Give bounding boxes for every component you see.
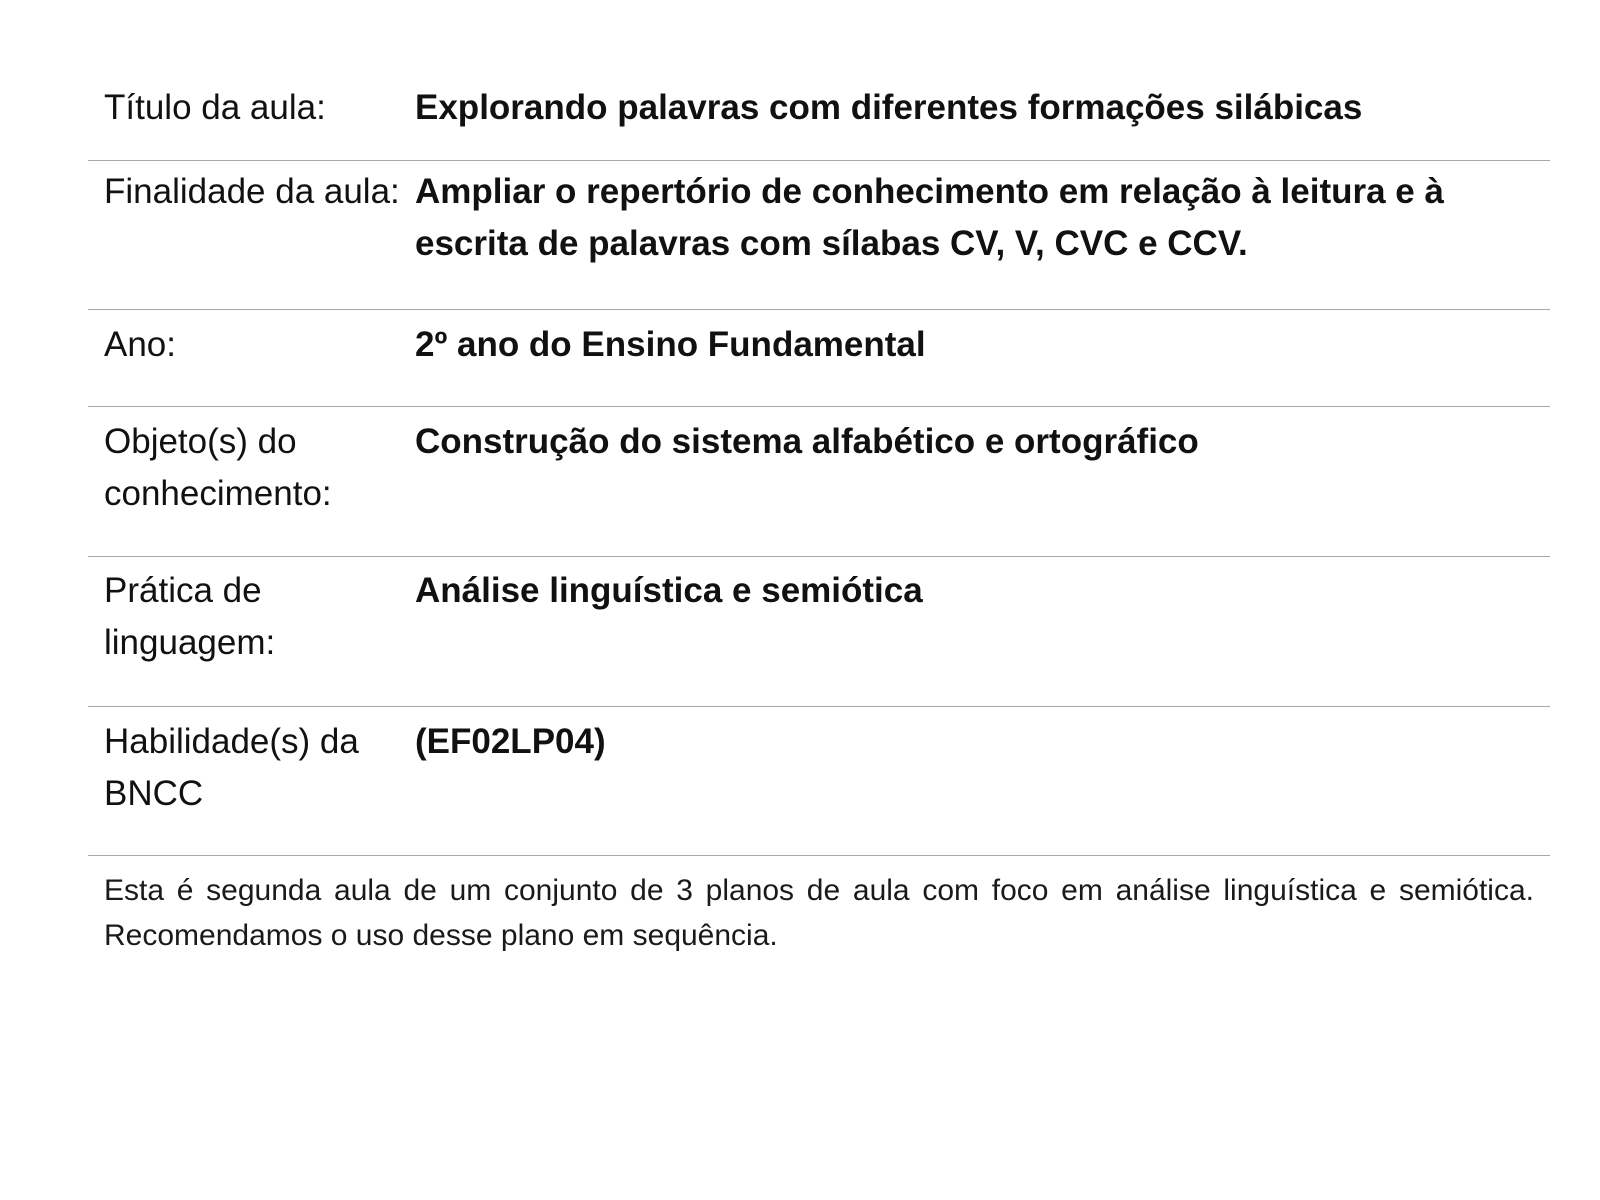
lesson-purpose-label: Finalidade da aula: [104,172,400,211]
row-lesson-purpose [88,161,1550,310]
lesson-plan-table [88,72,1550,958]
row-school-year [88,310,1550,407]
bncc-skills-label: Habilidade(s) da BNCC [104,722,359,813]
lesson-title-value: Explorando palavras com diferentes formações silábicas [415,88,1363,127]
row-knowledge-objects [88,407,1550,557]
row-language-practice [88,557,1550,707]
knowledge-objects-label: Objeto(s) do conhecimento: [104,422,332,513]
language-practice-label: Prática de linguagem: [104,571,276,662]
row-bncc-skills [88,707,1550,856]
school-year-value: 2º ano do Ensino Fundamental [415,325,926,364]
language-practice-value: Análise linguística e semiótica [415,571,923,610]
lesson-purpose-value: Ampliar o repertório de conhecimento em relação à leitura e à escrita de palavras com sílabas CV, V, CVC e CCV. [415,172,1444,263]
sequence-note: Esta é segunda aula de um conjunto de 3 planos de aula com foco em análise linguística e semiótica. Recomendamos o uso desse plano em sequência. [104,874,1534,952]
lesson-title-label: Título da aula: [104,88,326,127]
row-lesson-title [88,72,1550,161]
school-year-label: Ano: [104,325,176,364]
knowledge-objects-value: Construção do sistema alfabético e ortográfico [415,422,1199,461]
bncc-skills-value: (EF02LP04) [415,722,606,761]
